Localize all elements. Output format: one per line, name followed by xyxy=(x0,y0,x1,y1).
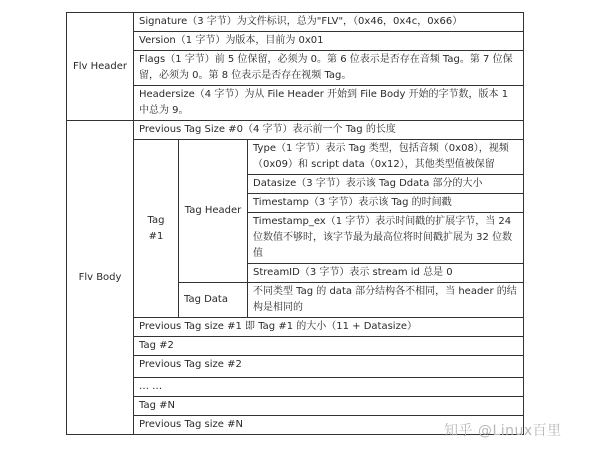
flv-body-label: Flv Body xyxy=(67,121,134,435)
header-headersize: Headersize（4 字节）为从 File Header 开始到 File Body 开始的字节数，版本 1 中总为 9。 xyxy=(134,86,524,121)
flv-structure-table xyxy=(66,12,524,435)
table-row xyxy=(67,121,524,140)
header-version: Version（1 字节）为版本，目前为 0x01 xyxy=(134,32,524,51)
tag-n: Tag #N xyxy=(134,397,524,416)
table-row xyxy=(67,378,524,397)
header-signature: Signature（3 字节）为文件标识，总为"FLV"，（0x46，0x4c，0x66） xyxy=(134,13,524,32)
table-row xyxy=(67,337,524,356)
tag-header-streamid: StreamID（3 字节）表示 stream id 总是 0 xyxy=(248,264,524,283)
tag-header-timestamp: Timestamp（3 字节）表示该 Tag 的时间戳 xyxy=(248,194,524,213)
table-row xyxy=(67,51,524,86)
ellipsis-row: … … xyxy=(134,378,524,397)
table-row xyxy=(67,397,524,416)
tag-2: Tag #2 xyxy=(134,337,524,356)
tag-data-label: Tag Data xyxy=(179,283,248,318)
flv-header-label: Flv Header xyxy=(67,13,134,121)
previous-tag-size-0: Previous Tag Size #0（4 字节）表示前一个 Tag 的长度 xyxy=(134,121,524,140)
previous-tag-size-1: Previous Tag size #1 即 Tag #1 的大小（11 + Datasize） xyxy=(134,318,524,337)
watermark: 知乎 @Linux百里 xyxy=(444,423,562,439)
tag-data-desc: 不同类型 Tag 的 data 部分结构各不相同，当 header 的结构是相同的 xyxy=(248,283,524,318)
table-row xyxy=(67,32,524,51)
table-row xyxy=(67,86,524,121)
previous-tag-size-n: Previous Tag size #N xyxy=(134,416,524,435)
table-row xyxy=(67,13,524,32)
header-flags: Flags（1 字节）前 5 位保留，必须为 0。第 6 位表示是否存在音频 Tag。第 7 位保留，必须为 0。第 8 位表示是否存在视频 Tag。 xyxy=(134,51,524,86)
tag-header-datasize: Datasize（3 字节）表示该 Tag Ddata 部分的大小 xyxy=(248,175,524,194)
tag-header-type: Type（1 字节）表示 Tag 类型，包括音频（0x08），视频（0x09）和 script data（0x12），其他类型值被保留 xyxy=(248,140,524,175)
table-row xyxy=(67,140,524,175)
previous-tag-size-2: Previous Tag size #2 xyxy=(134,356,524,378)
tag-header-timestamp-ex: Timestamp_ex（1 字节）表示时间戳的扩展字节，当 24 位数值不够时，该字节最为最高位将时间戳扩展为 32 位数值 xyxy=(248,213,524,264)
tag1-label: Tag #1 xyxy=(134,140,179,318)
table-row xyxy=(67,318,524,337)
table-row xyxy=(67,356,524,378)
tag-header-label: Tag Header xyxy=(179,140,248,283)
